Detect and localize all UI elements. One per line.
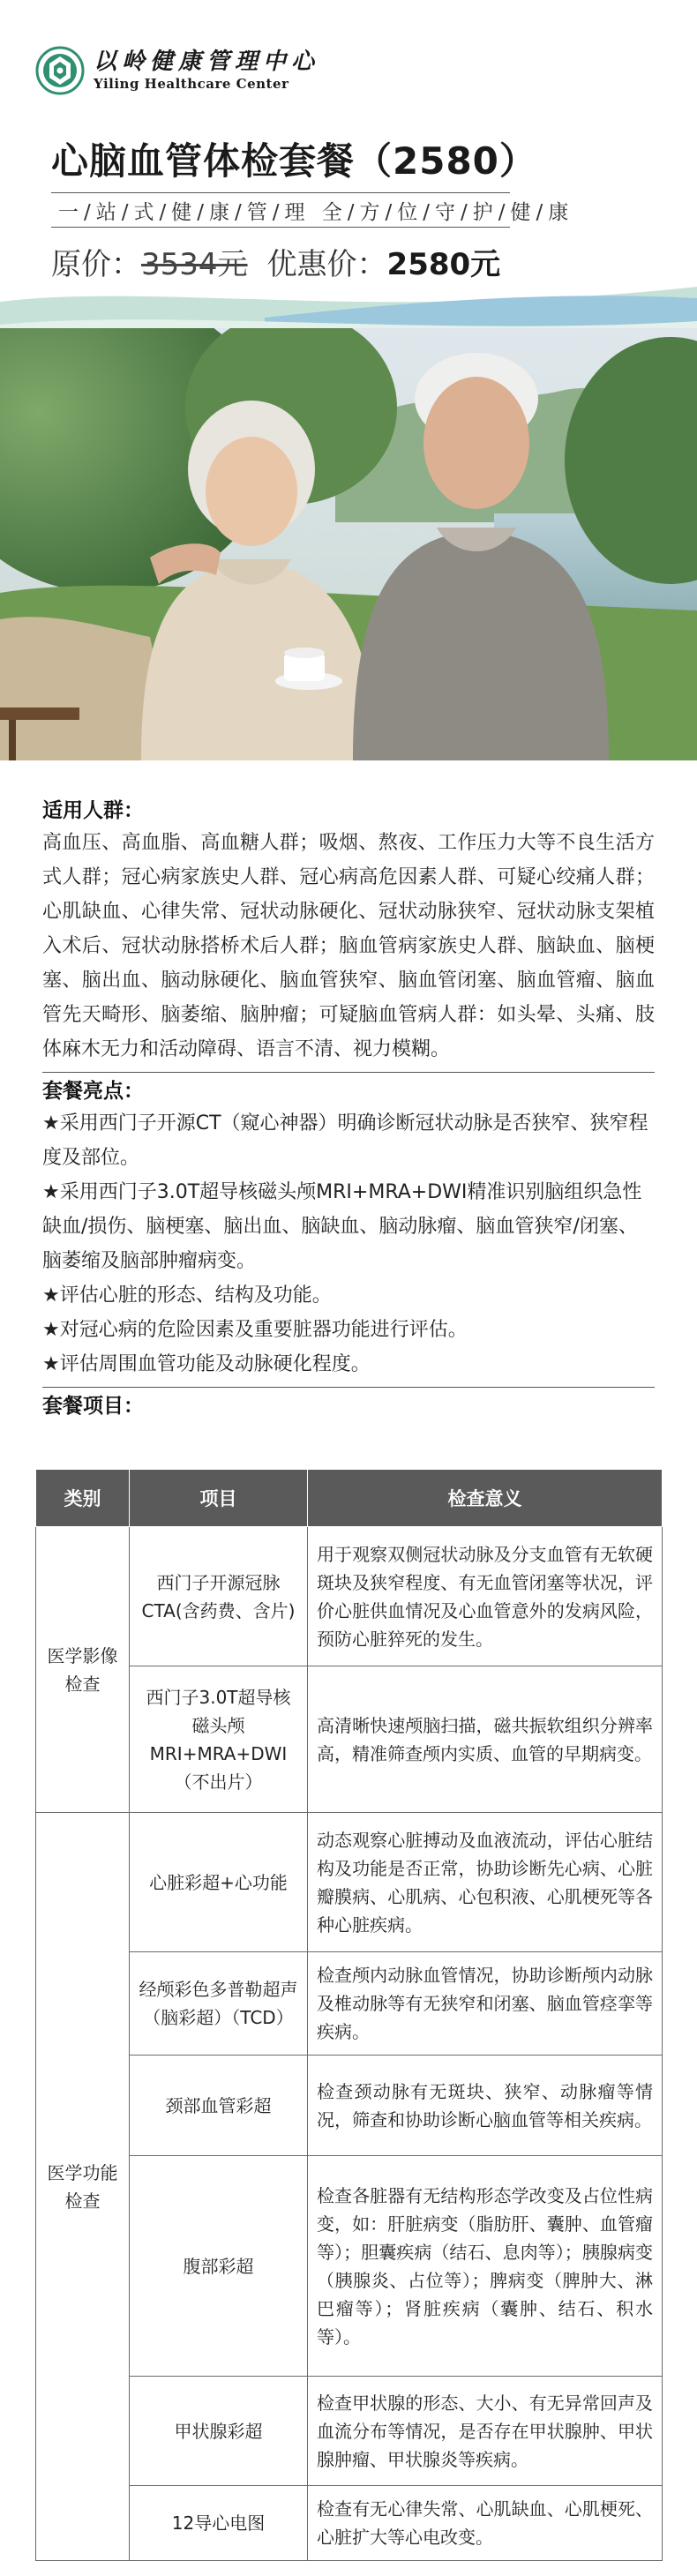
price-sale-label: 优惠价： xyxy=(266,247,387,282)
category-function: 医学功能检查 xyxy=(36,1813,130,2561)
meaning-cell: 用于观察双侧冠状动脉及分支血管有无软硬斑块及狭窄程度、有无血管闭塞等状况，评价心脏供血情况及心血管意外的发病风险，预防心脏猝死的发生。 xyxy=(308,1527,663,1666)
table-row xyxy=(36,2056,663,2156)
highlight-item-5: ★评估周围血管功能及动脉硬化程度。 xyxy=(42,1353,371,1375)
table-row xyxy=(36,1952,663,2056)
price-sale-value: 2580元 xyxy=(386,247,501,282)
header-item: 项目 xyxy=(130,1470,308,1527)
hero-photo xyxy=(0,328,697,760)
elderly-couple-illustration xyxy=(0,328,697,760)
brand-name-cn: 以岭健康管理中心 xyxy=(94,49,320,75)
brand-logo xyxy=(35,46,319,95)
item-cell: 颈部血管彩超 xyxy=(130,2056,308,2156)
divider xyxy=(42,1072,655,1073)
price-row xyxy=(51,240,500,283)
item-cell: 心脏彩超+心功能 xyxy=(130,1813,308,1952)
meaning-cell: 检查有无心律失常、心肌缺血、心肌梗死、心脏扩大等心电改变。 xyxy=(308,2486,663,2561)
audience-text: 高血压、高血脂、高血糖人群；吸烟、熬夜、工作压力大等不良生活方式人群；冠心病家族史人群、冠心病高危因素人群、可疑心绞痛人群；心肌缺血、心律失常、冠状动脉硬化、冠状动脉狭窄、冠状动脉支架植入术后、冠状动脉搭桥术后人群；脑血管病家族史人群、脑缺血、脑梗塞、脑出血、脑动脉硬化、脑血管狭窄、脑血管闭塞、脑血管瘤、脑血管先天畸形、脑萎缩、脑肿瘤；可疑脑血管病人群：如头晕、头痛、肢体麻木无力和活动障碍、语言不清、视力模糊。 xyxy=(42,832,655,1060)
header-category: 类别 xyxy=(36,1470,130,1527)
highlight-item-2: ★采用西门子3.0T超导核磁头颅MRI+MRA+DWI精准识别脑组织急性缺血/损伤、脑梗塞、脑出血、脑缺血、脑动脉瘤、脑血管狭窄/闭塞、脑萎缩及脑部肿瘤病变。 xyxy=(42,1181,642,1272)
highlight-item-3: ★评估心脏的形态、结构及功能。 xyxy=(42,1284,332,1307)
item-cell: 12导心电图 xyxy=(130,2486,308,2561)
price-original-label: 原价： xyxy=(51,247,141,282)
highlight-item-4: ★对冠心病的危险因素及重要脏器功能进行评估。 xyxy=(42,1319,468,1341)
table-header-row xyxy=(36,1470,663,1527)
content xyxy=(0,760,697,1421)
table-row xyxy=(36,1813,663,1952)
meaning-cell: 检查甲状腺的形态、大小、有无异常回声及血流分布等情况，是否存在甲状腺肿、甲状腺肿瘤、甲状腺炎等疾病。 xyxy=(308,2377,663,2486)
highlights-title: 套餐亮点： xyxy=(42,1080,144,1103)
audience-title: 适用人群： xyxy=(42,799,144,822)
meaning-cell: 检查各脏器有无结构形态学改变及占位性病变，如：肝脏病变（脂肪肝、囊肿、血管瘤等）；胆囊疾病（结石、息肉等）；胰腺病变（胰腺炎、占位等）；脾病变（脾肿大、淋巴瘤等）；肾脏疾病（囊肿、结石、积水等）。 xyxy=(308,2156,663,2377)
meaning-cell: 高清晰快速颅脑扫描，磁共振软组织分辨率高，精准筛查颅内实质、血管的早期病变。 xyxy=(308,1666,663,1813)
header-meaning: 检查意义 xyxy=(308,1470,663,1527)
category-imaging: 医学影像检查 xyxy=(36,1527,130,1813)
page-title: 心脑血管体检套餐（2580） xyxy=(51,139,537,183)
table-row xyxy=(36,2486,663,2561)
item-cell: 西门子3.0T超导核磁头颅MRI+MRA+DWI（不出片） xyxy=(130,1666,308,1813)
header xyxy=(0,0,697,328)
slogan: 一/站/式/健/康/管/理 全/方/位/守/护/健/康 xyxy=(58,201,574,224)
item-cell: 经颅彩色多普勒超声（脑彩超）（TCD） xyxy=(130,1952,308,2056)
table-row xyxy=(36,2377,663,2486)
item-cell: 西门子开源冠脉CTA(含药费、含片) xyxy=(130,1527,308,1666)
meaning-cell: 检查颈动脉有无斑块、狭窄、动脉瘤等情况，筛查和协助诊断心脑血管等相关疾病。 xyxy=(308,2056,663,2156)
item-cell: 甲状腺彩超 xyxy=(130,2377,308,2486)
header-wave-decoration xyxy=(0,282,697,328)
package-table xyxy=(35,1469,662,2561)
table-row xyxy=(36,1666,663,1813)
highlight-item-1: ★采用西门子开源CT（窥心神器）明确诊断冠状动脉是否狭窄、狭窄程度及部位。 xyxy=(42,1112,648,1169)
meaning-cell: 动态观察心脏搏动及血液流动，评估心脏结构及功能是否正常，协助诊断先心病、心脏瓣膜病、心肌病、心包积液、心肌梗死等各种心脏疾病。 xyxy=(308,1813,663,1952)
price-original-value: 3534元 xyxy=(141,247,248,282)
table-row xyxy=(36,1527,663,1666)
package-title: 套餐项目： xyxy=(42,1395,144,1418)
meaning-cell: 检查颅内动脉血管情况，协助诊断颅内动脉及椎动脉等有无狭窄和闭塞、脑血管痉挛等疾病。 xyxy=(308,1952,663,2056)
brand-name-en: Yiling Healthcare Center xyxy=(94,76,289,92)
divider xyxy=(42,1387,655,1388)
table-row xyxy=(36,2156,663,2377)
item-cell: 腹部彩超 xyxy=(130,2156,308,2377)
brand-logo-icon xyxy=(35,46,85,95)
